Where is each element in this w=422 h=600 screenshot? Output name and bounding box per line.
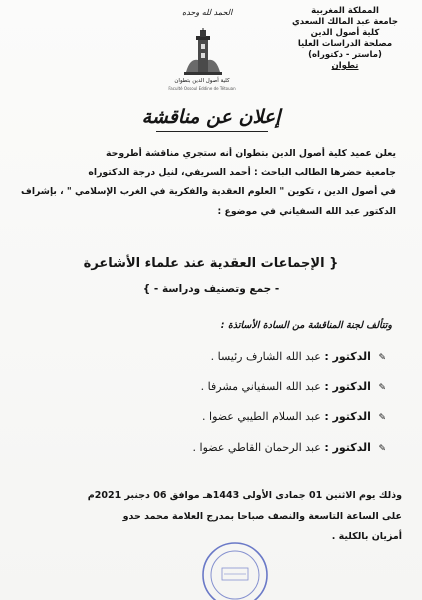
announcement-title: إعلان عن مناقشة	[141, 106, 281, 128]
closing-line: وذلك يوم الاثنين 01 جمادى الأولى 1443هـ موافق 06 دجنبر 2021م	[87, 490, 402, 501]
header-line: المملكة المغربية	[311, 6, 379, 16]
logo-label: كلية أصول الدين بتطوان	[174, 78, 230, 84]
official-stamp-icon	[200, 540, 270, 600]
intro-line: يعلن عميد كلية أصول الدين بتطوان أنه ستجري مناقشة أطروحة	[105, 148, 396, 159]
committee-member	[202, 410, 386, 423]
header-line: كلية أصول الدين	[310, 28, 380, 38]
member-title: الدكتور :	[324, 410, 371, 423]
title-underline	[156, 131, 268, 132]
header-line: تطوان	[331, 61, 359, 71]
pencil-bullet-icon: ✎	[378, 444, 386, 454]
committee-member	[193, 441, 386, 454]
member-title: الدكتور :	[324, 441, 371, 454]
member-title: الدكتور :	[324, 380, 371, 393]
pencil-bullet-icon: ✎	[378, 353, 386, 363]
institution-header	[280, 6, 410, 72]
header-line: مصلحة الدراسات العليا	[297, 39, 393, 49]
header-line: جامعة عبد المالك السعدي	[292, 17, 398, 27]
member-name: عبد الله السفياني مشرفا .	[200, 380, 321, 393]
committee-member	[211, 350, 386, 363]
committee-heading: وتتألف لجنة المناقشة من السادة الأساتذة :	[220, 320, 392, 331]
header-motto: الحمد لله وحده	[182, 8, 233, 17]
pencil-bullet-icon: ✎	[378, 383, 386, 393]
intro-line: جامعية حضرها الطالب الباحث : أحمد السريفي، لنيل درجة الدكتوراه	[88, 167, 396, 178]
logo-subtitle: Faculté Ossoul Eddine de Tétouan	[168, 86, 236, 91]
member-title: الدكتور :	[324, 350, 371, 363]
member-name: عبد الله الشارف رئيسا .	[210, 350, 321, 363]
intro-line: في أصول الدين ، تكوين " العلوم العقدية والفكرية في الغرب الإسلامي " ، بإشراف	[21, 186, 396, 197]
member-name: عبد السلام الطيبي عضوا .	[202, 410, 321, 423]
member-name: عبد الرحمان القاطي عضوا .	[192, 441, 321, 454]
committee-member	[201, 380, 386, 393]
pencil-bullet-icon: ✎	[378, 413, 386, 423]
header-line: (ماستر - دكتوراه)	[308, 50, 382, 60]
closing-line: أمزيان بالكلية .	[331, 531, 402, 542]
closing-line: على الساعة التاسعة والنصف صباحا بمدرج العلامة محمد حدو	[122, 511, 402, 522]
thesis-title: { الإجماعات العقدية عند علماء الأشاعرة	[83, 256, 339, 271]
intro-line: الدكتور عبد الله السفياني في موضوع :	[217, 206, 396, 217]
thesis-subtitle: - جمع وتصنيف ودراسة - }	[142, 283, 280, 295]
